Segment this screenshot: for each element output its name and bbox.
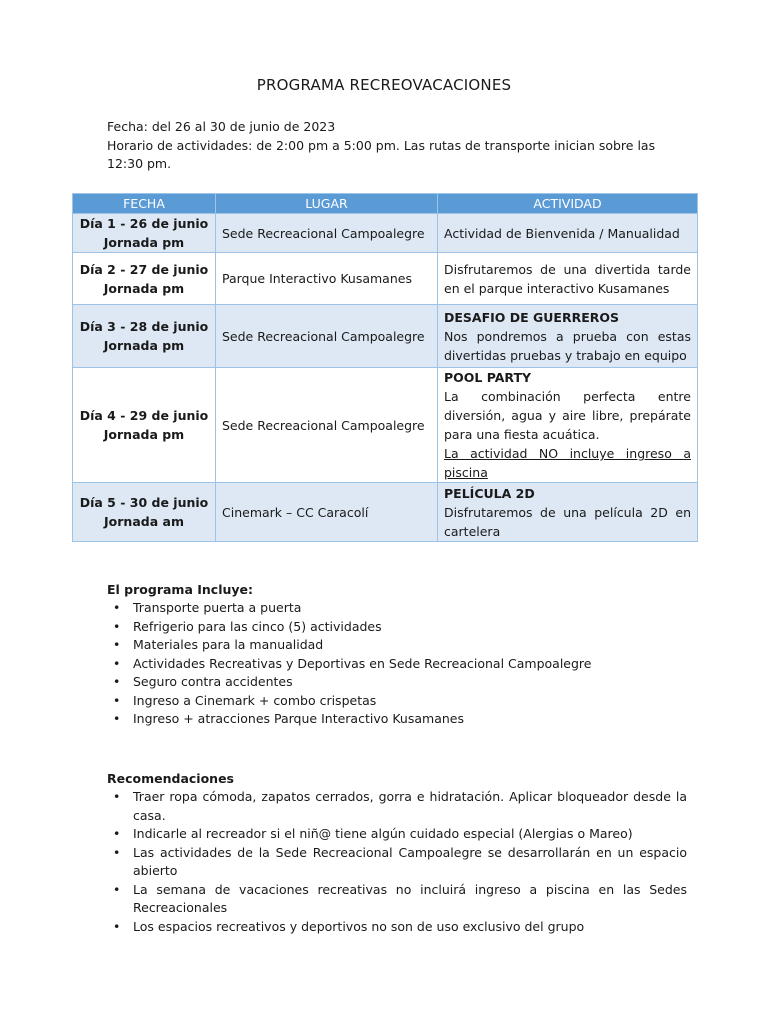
day-label: Día 1 - 26 de junio [79, 216, 209, 231]
bullet: • [113, 789, 121, 804]
actividad-title: POOL PARTY [444, 370, 532, 385]
actividad-text: Actividad de Bienvenida / Manualidad [444, 225, 680, 241]
list-item: • Indicarle al recreador si el niñ@ tiene algún cuidado especial (Alergias o Mareo) [107, 825, 687, 844]
jornada-label: Jornada pm [103, 235, 185, 250]
lugar-cell: Parque Interactivo Kusamanes [216, 253, 438, 305]
jornada-label: Jornada am [104, 514, 184, 529]
horario-line: Horario de actividades: de 2:00 pm a 5:00 pm. Las rutas de transporte inician sobre las 12:30 pm. [107, 137, 656, 171]
table-row [73, 214, 698, 253]
lugar-cell: Sede Recreacional Campoalegre [216, 214, 438, 253]
day-cell [73, 214, 216, 253]
recomendaciones-list [107, 788, 687, 936]
jornada-label: Jornada pm [103, 427, 185, 442]
table-header-row [73, 194, 698, 214]
bullet: • [113, 844, 121, 860]
bullet: • [113, 674, 121, 689]
bullet: • [113, 918, 121, 934]
list-item: • Ingreso a Cinemark + combo crispetas [107, 692, 687, 711]
list-item: • Las actividades de la Sede Recreacional Campoalegre se desarrollarán en un espacio abierto [113, 844, 687, 878]
bullet: • [113, 826, 121, 841]
header-fecha: FECHA [73, 194, 216, 214]
list-item: • Los espacios recreativos y deportivos no son de uso exclusivo del grupo [107, 918, 687, 937]
incluye-list [107, 599, 687, 729]
bullet: • [113, 637, 121, 652]
incluye-section [107, 580, 687, 729]
list-item: • Refrigerio para las cinco (5) actividades [107, 618, 687, 637]
table-row [73, 305, 698, 368]
bullet: • [113, 711, 121, 726]
recomendaciones-section [107, 769, 687, 936]
actividad-text: La combinación perfecta entre diversión, agua y aire libre, prepárate para una fiesta acuática. [444, 389, 691, 442]
list-item: • Transporte puerta a puerta [107, 599, 687, 618]
day-cell [73, 305, 216, 368]
list-item: • Seguro contra accidentes [107, 673, 687, 692]
lugar-cell: Cinemark – CC Caracolí [216, 483, 438, 542]
lugar-cell: Sede Recreacional Campoalegre [216, 368, 438, 483]
jornada-label: Jornada pm [103, 338, 185, 353]
table-row [73, 368, 698, 483]
list-item: • Ingreso + atracciones Parque Interactivo Kusamanes [107, 710, 687, 729]
list-item: • Actividades Recreativas y Deportivas en Sede Recreacional Campoalegre [107, 655, 687, 674]
actividad-text: Disfrutaremos de una película 2D en cartelera [444, 504, 691, 539]
day-label: Día 5 - 30 de junio [79, 495, 209, 510]
list-item: • La semana de vacaciones recreativas no incluirá ingreso a piscina en las Sedes Recreacionales [113, 881, 687, 915]
bullet: • [113, 655, 121, 671]
document-title: PROGRAMA RECREOVACACIONES [256, 76, 512, 94]
day-cell [73, 483, 216, 542]
header-lugar: LUGAR [216, 194, 438, 214]
day-cell [73, 253, 216, 305]
day-label: Día 3 - 28 de junio [79, 319, 209, 334]
actividad-title: DESAFIO DE GUERREROS [444, 309, 620, 325]
list-item: • Materiales para la manualidad [107, 636, 687, 655]
bullet: • [113, 692, 121, 708]
actividad-cell [438, 483, 698, 542]
incluye-title: El programa Incluye: [107, 582, 254, 597]
fecha-line: Fecha: del 26 al 30 de junio de 2023 [107, 119, 336, 134]
day-label: Día 2 - 27 de junio [79, 261, 209, 277]
actividad-cell [438, 214, 698, 253]
header-actividad: ACTIVIDAD [438, 194, 698, 214]
actividad-title: PELÍCULA 2D [444, 485, 535, 501]
day-cell [73, 368, 216, 483]
actividad-text: Nos pondremos a prueba con estas divertidas pruebas y trabajo en equipo [444, 328, 691, 363]
actividad-text: Disfrutaremos de una divertida tarde en el parque interactivo Kusamanes [444, 261, 691, 296]
bullet: • [113, 881, 121, 897]
actividad-note: La actividad NO incluye ingreso a piscina [444, 446, 691, 480]
table-row [73, 253, 698, 305]
list-item: • Traer ropa cómoda, zapatos cerrados, gorra e hidratación. Aplicar bloqueador desde la casa. [113, 789, 687, 823]
jornada-label: Jornada pm [103, 280, 185, 296]
program-table [72, 193, 698, 542]
lugar-cell: Sede Recreacional Campoalegre [216, 305, 438, 368]
actividad-cell [438, 253, 698, 305]
day-label: Día 4 - 29 de junio [79, 408, 209, 423]
bullet: • [113, 600, 121, 615]
actividad-cell [438, 368, 698, 483]
table-row [73, 483, 698, 542]
bullet: • [113, 618, 121, 634]
recomendaciones-title: Recomendaciones [107, 771, 234, 786]
actividad-cell [438, 305, 698, 368]
intro-block [107, 118, 687, 174]
